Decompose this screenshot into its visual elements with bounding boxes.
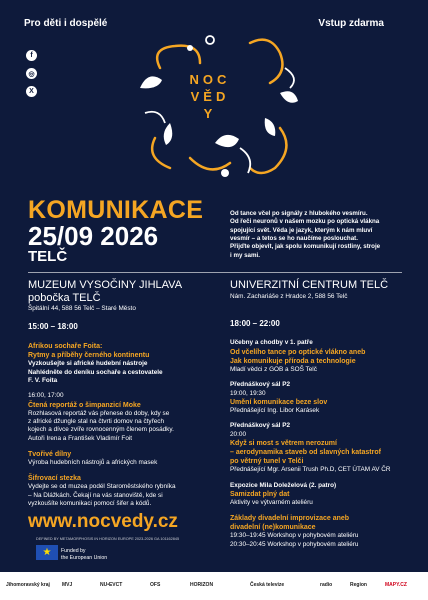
sponsor-logo: NU•EVCT	[100, 582, 123, 588]
instagram-icon[interactable]: ◎	[26, 68, 37, 79]
audience-label: Pro děti i dospělé	[24, 18, 108, 29]
venue-address: Nám. Zachariáše z Hradce 2, 588 56 Telč	[230, 292, 348, 300]
section-divider	[28, 272, 402, 273]
event-date: 25/09 2026	[28, 221, 159, 251]
venue-muzeum: MUZEUM VYSOČINY JIHLAVA pobočka TELČ Špitální 44, 588 56 Telč – Staré Město 15:00 – 18:00 Afrikou sochaře Foita: Rytmy a příběhy černého kontinentu Vyzkoušejte si africké hudební nástroje Nahlédněte do deníku sochaře a cestovatele F. V. Foita 16:00, 17:00 Čtená reportáž o šimpanzicí Moke Rozhlasová reportáž vás přenese do doby, kdy se z africké džungle stal na čtvrti domov na čtyřech kojech a dívce zvíře rovnocenným členem posádky. Autoři Irena a František Vladimír Foit Tvořivé dílny Výroba hudebních nástrojů a afrických masek Šifrovací stezka Vydejte se od muzea podél Staroměstského rybníka – Na Dlážkách. Čekají na vás stanoviště, kde si vyzkoušíte komunikaci pomocí šifer a kódů.	[28, 279, 218, 508]
venue-address: Špitální 44, 588 56 Telč – Staré Město	[28, 305, 136, 313]
sponsor-bar	[0, 572, 428, 600]
venue-name: MUZEUM VYSOČINY JIHLAVA	[28, 279, 183, 291]
venue-time: 15:00 – 18:00	[28, 321, 78, 331]
sponsor-logo: Jihomoravský kraj	[6, 582, 50, 588]
entry-label: Vstup zdarma	[318, 18, 384, 29]
website-link[interactable]: www.nocvedy.cz	[28, 511, 178, 532]
event-city: TELČ	[28, 248, 68, 265]
logo-line-3: Y	[203, 106, 217, 121]
logo-line-1: NOC	[189, 72, 231, 87]
sponsor-logo: Region	[350, 582, 367, 588]
headline-title: KOMUNIKACE	[28, 196, 204, 224]
sponsor-logo: HORIZON	[190, 582, 214, 588]
logo-line-2: VĚD	[190, 89, 230, 104]
x-icon[interactable]: X	[26, 86, 37, 97]
sponsor-logo: MAPY.CZ	[385, 582, 407, 588]
facebook-icon[interactable]: f	[26, 50, 37, 61]
event-description: Od tance včel po signály z hlubokého vesmíru. Od řeči neuronů v našem mozku po optická vlákna spojující svět. Věda je jazyk, kterým k nám mluví vesmír – a tetos se ho naučíme poslouchat. Přijďte objevit, jak spolu komunikují rostliny, stroje i my sami.	[230, 210, 381, 259]
venue-time: 18:00 – 22:00	[230, 318, 280, 328]
project-note: DEFINED BY METAMORPHOSIS IN HORIZON EUROPE 2023-2026 GA 101162845	[36, 537, 180, 541]
sponsor-logo: Česká televize	[250, 582, 285, 588]
venue-branch: pobočka TELČ	[28, 291, 101, 304]
sponsor-logo: radio	[320, 582, 333, 588]
venue-name: UNIVERZITNÍ CENTRUM TELČ	[230, 279, 389, 291]
sponsor-logo: MVJ	[62, 582, 73, 588]
eu-funding-label: Funded by the European Union	[61, 548, 108, 561]
sponsor-logo: OFS	[150, 582, 161, 588]
eu-flag-icon: ★	[36, 545, 58, 560]
venue-univerzita: UNIVERZITNÍ CENTRUM TELČ Nám. Zachariáše z Hradce 2, 588 56 Telč 18:00 – 22:00 Učebny a chodby v 1. patře Od včelího tance po optické vlákno aneb Jak komunikuje příroda a technologie Mladí vědci z GOB a SOŠ Telč Přednáškový sál P2 19:00, 19:30 Umění komunikace beze slov Přednášející Ing. Libor Karásek Přednáškový sál P2 20:00 Když si most s větrem nerozumí – aerodynamika staveb od slavných katastrof po větrný tunel v Telči Přednášející Mgr. Arsenii Trush Ph.D, CET ÚTAM AV ČR Expozice Mila Doleželová (2. patro) Samizdat plný dat Aktivity ve výtvarném ateliéru Základy divadelní improvizace aneb divadelní (ne)komunikace 19:30–19:45 Workshop v pohybovém ateliéru 20:30–20:45 Workshop v pohybovém ateliéru	[230, 279, 420, 549]
